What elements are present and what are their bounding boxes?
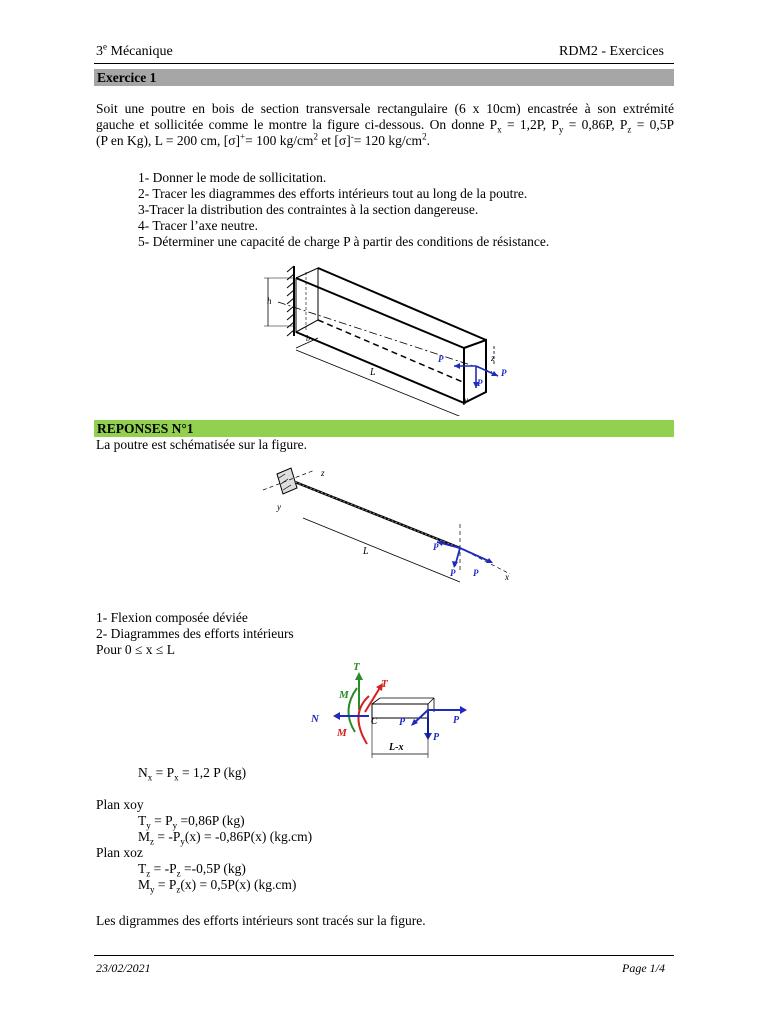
eq-ty: $T_y = P_y =0,86P$ (kg) xyxy=(138,813,245,831)
mz-label: M xyxy=(339,689,349,701)
beam-3d-figure xyxy=(258,258,508,416)
header-rule xyxy=(94,63,674,64)
header-course: 3e Mécanique xyxy=(96,41,173,59)
question-item: 5- Déterminer une capacité de charge P à partir des conditions de résistance. xyxy=(138,234,550,249)
z-axis-label: z xyxy=(491,353,495,363)
px-label: P xyxy=(453,715,460,726)
py-label: P xyxy=(450,568,456,578)
c-label: C xyxy=(371,716,378,726)
footer-date: 23/02/2021 xyxy=(96,961,151,975)
py-label: P xyxy=(477,378,483,388)
z-axis-label: z xyxy=(321,468,325,478)
pz-label: P xyxy=(433,542,439,552)
footer-rule xyxy=(94,955,674,956)
plan-xoy-label: Plan xoy xyxy=(96,797,144,812)
px-label: P xyxy=(473,568,479,578)
nx-label: N xyxy=(311,713,319,725)
question-item: 4- Tracer l’axe neutre. xyxy=(138,218,258,233)
pz-label: P xyxy=(399,717,406,728)
header-title: RDM2 - Exercices xyxy=(559,44,664,59)
intro-line-2: gauche et sollicitée comme le montre la figure ci-dessous. On donne $P_x = 1,2P$, $P_y = 0,86P$, $P_z = 0,5P$ xyxy=(96,117,674,135)
eq-mz: $M_z = -P_y(x) = -0,86P(x)$ (kg.cm) xyxy=(138,829,313,847)
intro-line-3: (P en Kg), L = 200 cm, [σ]+= 100 $kg/cm^2$ et [σ]-= 120 $kg/cm^2$. xyxy=(96,131,430,148)
tz-label: T xyxy=(381,678,388,690)
conclusion-text: Les digrammes des efforts intérieurs sont tracés sur la figure. xyxy=(96,913,426,928)
footer-page: Page 1/4 xyxy=(622,961,665,975)
question-item: 1- Donner le mode de sollicitation. xyxy=(138,170,327,185)
free-body-figure xyxy=(305,660,475,760)
b-label: b xyxy=(306,334,310,343)
pz-label: P xyxy=(438,354,444,364)
answer-1: 1- Flexion composée déviée xyxy=(96,610,248,625)
my-label: M xyxy=(337,727,347,739)
question-list xyxy=(138,170,549,250)
h-label: h xyxy=(267,296,272,306)
answer-intro: La poutre est schématisée sur la figure. xyxy=(96,437,308,452)
eq-nx: $N_x = P_x = 1,2$ P (kg) xyxy=(138,765,247,783)
y-axis-label: y xyxy=(464,395,468,405)
intro-line-1: Soit une poutre en bois de section transversale rectangulaire (6 x 10cm) encastrée à son extrémité xyxy=(96,101,674,116)
px-label: P xyxy=(501,368,507,378)
plan-xoz-label: Plan xoz xyxy=(96,845,143,860)
exercise-title: Exercice 1 xyxy=(94,69,674,86)
py-label: P xyxy=(433,732,440,743)
ty-label: T xyxy=(353,661,360,673)
answer-2: 2- Diagrammes des efforts intérieurs xyxy=(96,626,294,641)
L-label: L xyxy=(363,546,369,557)
lx-label: L-x xyxy=(389,742,404,753)
L-label: L xyxy=(370,367,376,378)
y-axis-label: y xyxy=(277,502,281,512)
question-item: 2- Tracer les diagrammes des efforts intérieurs tout au long de la poutre. xyxy=(138,186,528,201)
question-item: 3-Tracer la distribution des contraintes à la section dangereuse. xyxy=(138,202,479,217)
range-label: Pour 0 ≤ x ≤ L xyxy=(96,642,175,657)
eq-tz: $T_z = -P_z =-0,5P$ (kg) xyxy=(138,861,246,879)
answers-title: REPONSES N°1 xyxy=(94,420,674,437)
beam-schematic-figure xyxy=(255,462,525,592)
eq-my: $M_y = P_z(x) = 0,5P(x)$ (kg.cm) xyxy=(138,877,297,895)
x-axis-label: x xyxy=(505,572,509,582)
intro-paragraph xyxy=(96,101,674,149)
